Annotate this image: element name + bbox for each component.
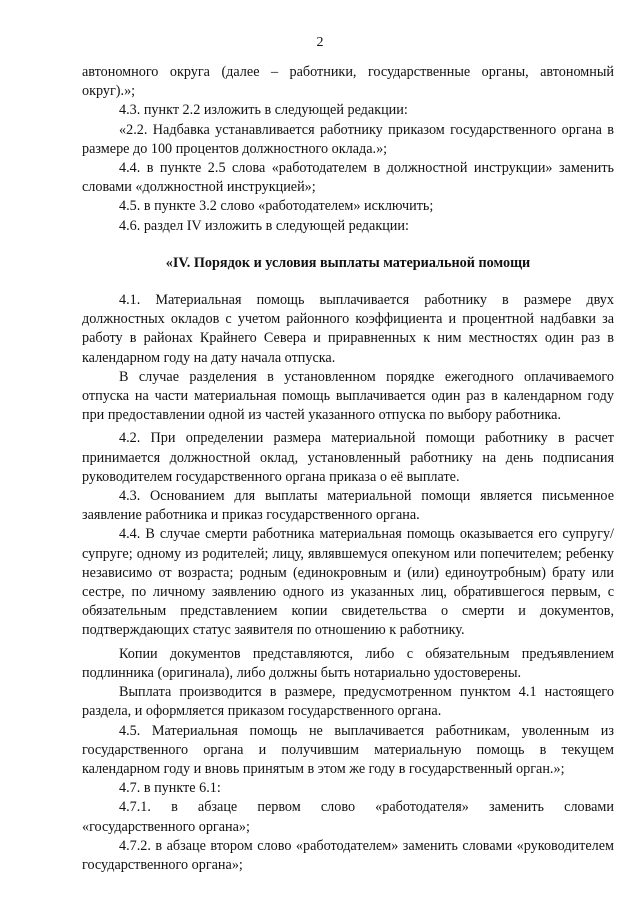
paragraph: 4.5. в пункте 3.2 слово «работодателем» исключить; bbox=[119, 198, 434, 215]
section-heading: «IV. Порядок и условия выплаты материальной помощи bbox=[165, 254, 531, 271]
paragraph: 4.4. в пункте 2.5 слова «работодателем в должностной инструкции» заменить словами «должностной инструкцией»; bbox=[82, 160, 614, 196]
paragraph: 4.5. Материальная помощь не выплачивается работникам, уволенным из государственного органа и получившим материальную помощь в текущем календарном году и вновь принятым в этом же году в государственный орган.»; bbox=[82, 722, 614, 777]
paragraph: 4.1. Материальная помощь выплачивается работнику в размере двух должностных окладов с учетом районного коэффициента и процентной надбавки за работу в районах Крайнего Севера и приравненных к ним местностях один раз в календарном году на дату начала отпуска. bbox=[82, 292, 614, 366]
paragraph: В случае разделения в установленном порядке ежегодного оплачиваемого отпуска на части материальная помощь выплачивается один раз в календарном году при предоставлении одной из частей указанного отпуска по выбору работника. bbox=[82, 368, 614, 424]
paragraph: «2.2. Надбавка устанавливается работнику приказом государственного органа в размере до 100 процентов должностного оклада.»; bbox=[82, 121, 614, 157]
paragraph: 4.6. раздел IV изложить в следующей редакции: bbox=[119, 217, 409, 234]
paragraph: Копии документов представляются, либо с обязательным предъявлением подлинника (оригинала), либо должны быть нотариально удостоверены. bbox=[82, 645, 614, 681]
paragraph: автономного округа (далее – работники, государственные органы, автономный округ).»; bbox=[82, 64, 614, 100]
paragraph: 4.7. в пункте 6.1: bbox=[119, 780, 221, 797]
page-number: 2 bbox=[316, 35, 324, 50]
paragraph: 4.4. В случае смерти работника материальная помощь оказывается его супругу/супруге; одному из родителей; лицу, являвшемуся опекуном или попечителем; ребенку независимо от возраста; родным (единокровным и (или) единоутробным) брату или сестре, по личному заявлению одного из указанных лиц, обратившегося первым, с обязательным представлением копии свидетельства о смерти и документов, подтверждающих статус заявителя по отношению к работнику. bbox=[82, 526, 614, 639]
paragraph: 4.7.2. в абзаце втором слово «работодателем» заменить словами «руководителем государственного органа»; bbox=[82, 837, 614, 873]
paragraph: 4.3. Основанием для выплаты материальной помощи является письменное заявление работника и приказ государственного органа. bbox=[82, 488, 614, 524]
paragraph: 4.7.1. в абзаце первом слово «работодателя» заменить словами «государственного органа»; bbox=[82, 799, 614, 835]
paragraph: 4.3. пункт 2.2 изложить в следующей редакции: bbox=[119, 102, 408, 119]
paragraph: Выплата производится в размере, предусмотренном пунктом 4.1 настоящего раздела, и оформляется приказом государственного органа. bbox=[82, 684, 614, 720]
paragraph: 4.2. При определении размера материальной помощи работнику в расчет принимается должностной оклад, установленный работнику на день подписания руководителем государственного органа приказа о её выплате. bbox=[82, 430, 614, 485]
document-body bbox=[82, 63, 614, 875]
